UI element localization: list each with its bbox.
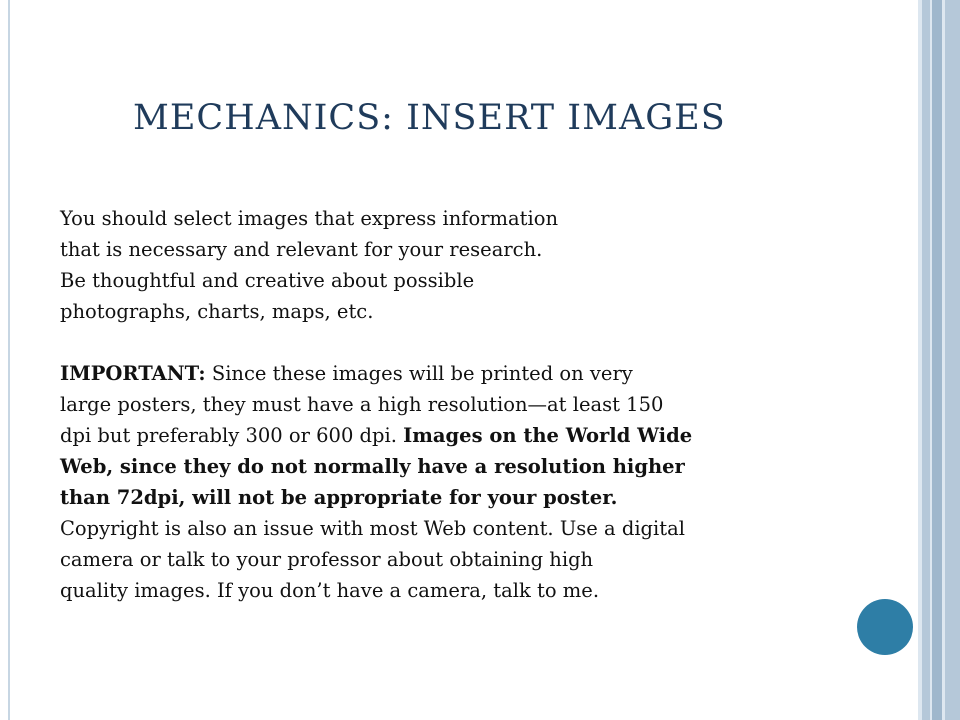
- body-line: photographs, charts, maps, etc.: [60, 300, 374, 323]
- right-stripe: [922, 0, 930, 720]
- body-line: Copyright is also an issue with most Web content. Use a digital: [60, 517, 685, 540]
- body-line: [60, 358, 890, 389]
- bold-text: Web, since they do not normally have a resolution higher: [60, 455, 685, 478]
- body-text: Since these images will be printed on very: [205, 362, 633, 385]
- body-line: large posters, they must have a high resolution—at least 150: [60, 393, 664, 416]
- body-line: camera or talk to your professor about obtaining high: [60, 548, 594, 571]
- decorative-circle: [857, 599, 913, 655]
- body-line: Be thoughtful and creative about possible: [60, 269, 475, 292]
- body-line: [60, 482, 890, 513]
- body-line: quality images. If you don’t have a camera, talk to me.: [60, 579, 600, 602]
- right-stripe: [932, 0, 942, 720]
- body-line: [60, 420, 890, 451]
- body-text: dpi but preferably 300 or 600 dpi.: [60, 424, 404, 447]
- body-line: You should select images that express information: [60, 207, 559, 230]
- body-line: that is necessary and relevant for your research.: [60, 238, 543, 261]
- slide-body: [60, 203, 890, 606]
- bold-text: than 72dpi, will not be appropriate for your poster.: [60, 486, 618, 509]
- body-line: [60, 451, 890, 482]
- right-stripe: [945, 0, 960, 720]
- left-border-line: [8, 0, 10, 720]
- slide-title: MECHANICS: INSERT IMAGES: [133, 98, 726, 138]
- paragraph-spacer: [60, 327, 890, 358]
- important-label: IMPORTANT:: [60, 362, 206, 385]
- bold-text: Images on the World Wide: [403, 424, 693, 447]
